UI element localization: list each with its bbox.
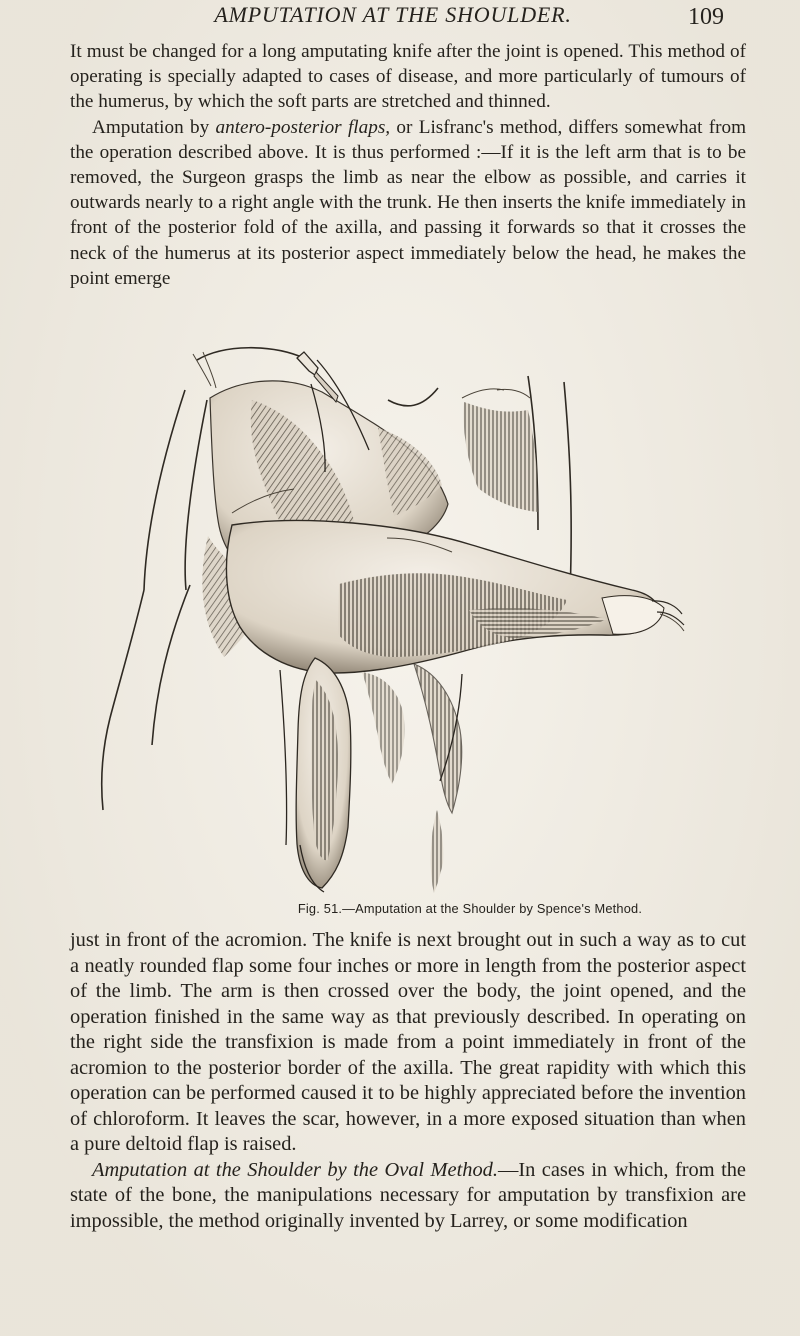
assistant-hand bbox=[414, 664, 462, 893]
paragraph-lisfranc-start: Amputation by bbox=[92, 116, 210, 138]
paragraph-tumours: It must be changed for a long amputating knife after the joint is opened. This method of operating is specially adapted to cases of disease, and more particularly of tumours of the humerus, by which the soft parts are stretched and thinned. bbox=[70, 41, 746, 113]
paragraph-lisfranc-method bbox=[70, 115, 746, 291]
running-title: AMPUTATION AT THE SHOULDER. bbox=[214, 2, 572, 27]
paragraph-oval-method bbox=[70, 1158, 746, 1235]
upper-text-block bbox=[70, 39, 746, 291]
figure-caption: Fig. 51.—Amputation at the Shoulder by Spence's Method. bbox=[297, 901, 643, 916]
italic-antero-posterior-flaps: antero-posterior flaps, bbox=[215, 116, 391, 138]
italic-oval-method-heading: Amputation at the Shoulder by the Oval Method. bbox=[92, 1158, 498, 1181]
page-number: 109 bbox=[688, 4, 724, 30]
paragraph-oval-method-rest: —In cases in which, from the state of the bone, the manipulations necessary for amputation by transfixion are impossible, the method originally invented by Larrey, or some modification bbox=[70, 1158, 746, 1232]
upper-arm bbox=[226, 520, 684, 673]
forearm-and-hand bbox=[296, 658, 404, 888]
paragraph-lisfranc-rest: or Lisfranc's method, differs somewhat from the operation described above. It is thus performed :—If it is the left arm that is to be removed, the Surgeon grasps the limb as near the elbow as possible, and carries it outwards nearly to a right angle with the trunk. He then inserts the knife immediately in front of the posterior fold of the axilla, and passing it forwards so that it crosses the neck of the humerus at its posterior aspect immediately below the head, he makes the point emerge bbox=[70, 116, 747, 289]
lower-text-block bbox=[70, 928, 746, 1234]
amputation-figure-illustration bbox=[92, 340, 692, 895]
paragraph-acromion: just in front of the acromion. The knife is next brought out in such a way as to cut a neatly rounded flap some four inches or more in length from the posterior aspect of the limb. The arm is then crossed over the body, the joint opened, and the operation finished in the same way as that previously described. In operating on the right side the transfixion is made from a point immediately in front of the acromion to the posterior border of the axilla. The great rapidity with which this operation can be performed caused it to be highly appreciated before the invention of chloroform. It leaves the scar, however, in a more exposed situation than when a pure deltoid flap is raised. bbox=[70, 929, 746, 1155]
